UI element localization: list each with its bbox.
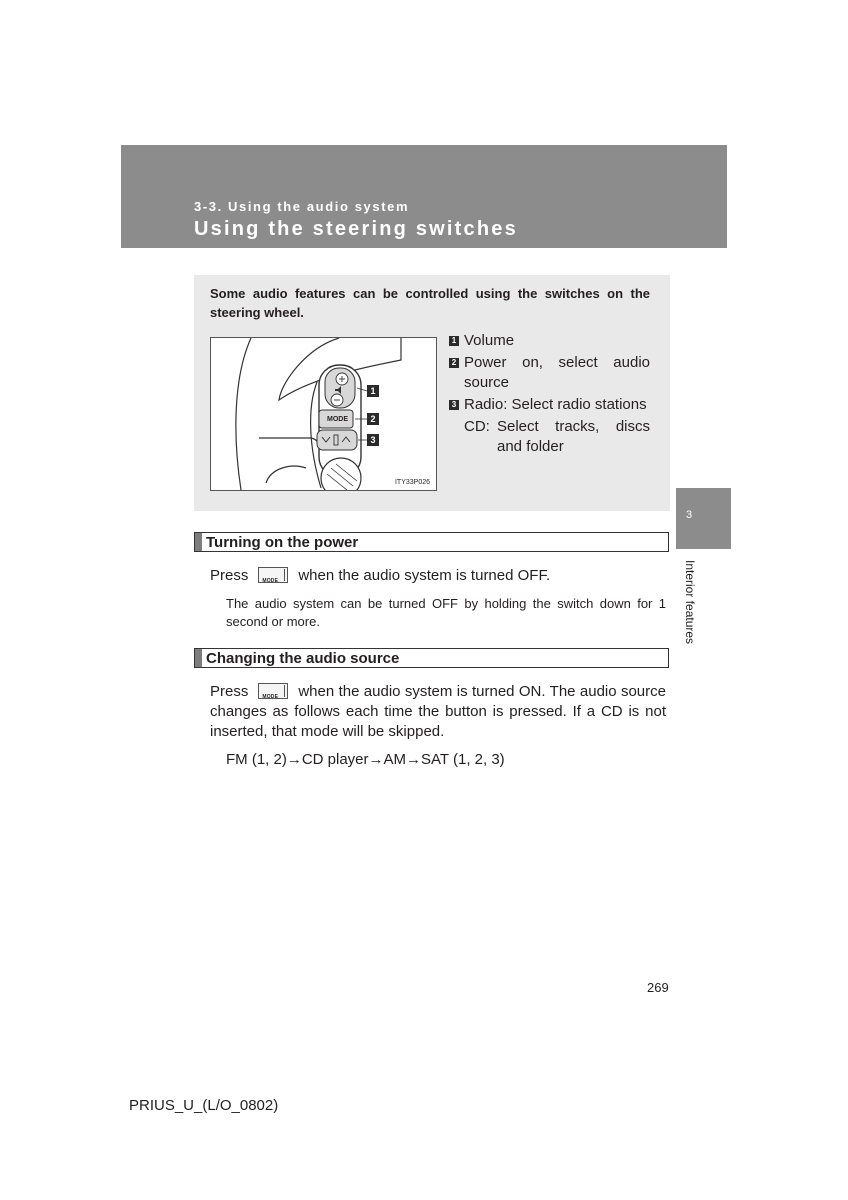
legend-text: Radio: Select radio stations [464,396,647,413]
legend-item [449,395,650,415]
power-instruction [210,566,666,586]
intro-text: Some audio features can be controlled using the switches on the steering wheel. [210,286,650,320]
mode-button-icon [258,567,288,583]
heading-changing-source [194,648,669,668]
legend-text: Power on, select audio source [464,354,650,391]
steering-wheel-drawing [211,338,436,490]
callout-3: 3 [367,434,379,446]
mode-button-icon [258,683,288,699]
chapter-tab-number: 3 [686,509,693,521]
chapter-tab-label: Interior features [683,560,697,645]
power-note: The audio system can be turned OFF by holding the switch down for 1 second or more. [226,596,666,629]
power-instruction-text: when the audio system is turned OFF. [298,567,551,584]
callout-2: 2 [367,413,379,425]
legend-number: 3 [449,400,459,410]
source-instruction [210,682,666,742]
legend-cd-label: CD: [464,418,490,435]
legend-cd-row [449,417,650,457]
heading-bar [195,533,202,551]
heading-text: Turning on the power [206,534,359,551]
callout-1: 1 [367,385,379,397]
legend-item [449,353,650,393]
source-sequence: FM (1, 2)→CD player→AM→SAT (1, 2, 3) [226,751,505,768]
figure-code: ITY33P026 [394,479,430,486]
section-label: 3-3. Using the audio system [194,199,410,214]
legend-number: 1 [449,336,459,346]
heading-text: Changing the audio source [206,650,400,667]
mode-button-icon-label: MODE [262,694,279,700]
source-instruction-text: when the audio system is turned ON. The audio source changes as follows each time the button is pressed. If a CD is not inserted, that mode will be skipped. [210,683,666,740]
heading-turning-on-power [194,532,669,552]
switch-legend [449,331,650,457]
steering-switch-illustration [210,337,437,491]
legend-item [449,331,650,351]
mode-button-icon-label: MODE [262,578,279,584]
press-word: Press [210,567,249,584]
legend-text: Volume [464,332,515,349]
legend-number: 2 [449,358,459,368]
press-word: Press [210,683,249,700]
chapter-tab [676,488,731,549]
mode-button-label: MODE [327,416,348,423]
page-number: 269 [647,980,669,995]
legend-cd-text: Select tracks, discs and folder [497,418,650,455]
footer-code: PRIUS_U_(L/O_0802) [129,1097,279,1114]
page-title: Using the steering switches [194,218,518,240]
heading-bar [195,649,202,667]
